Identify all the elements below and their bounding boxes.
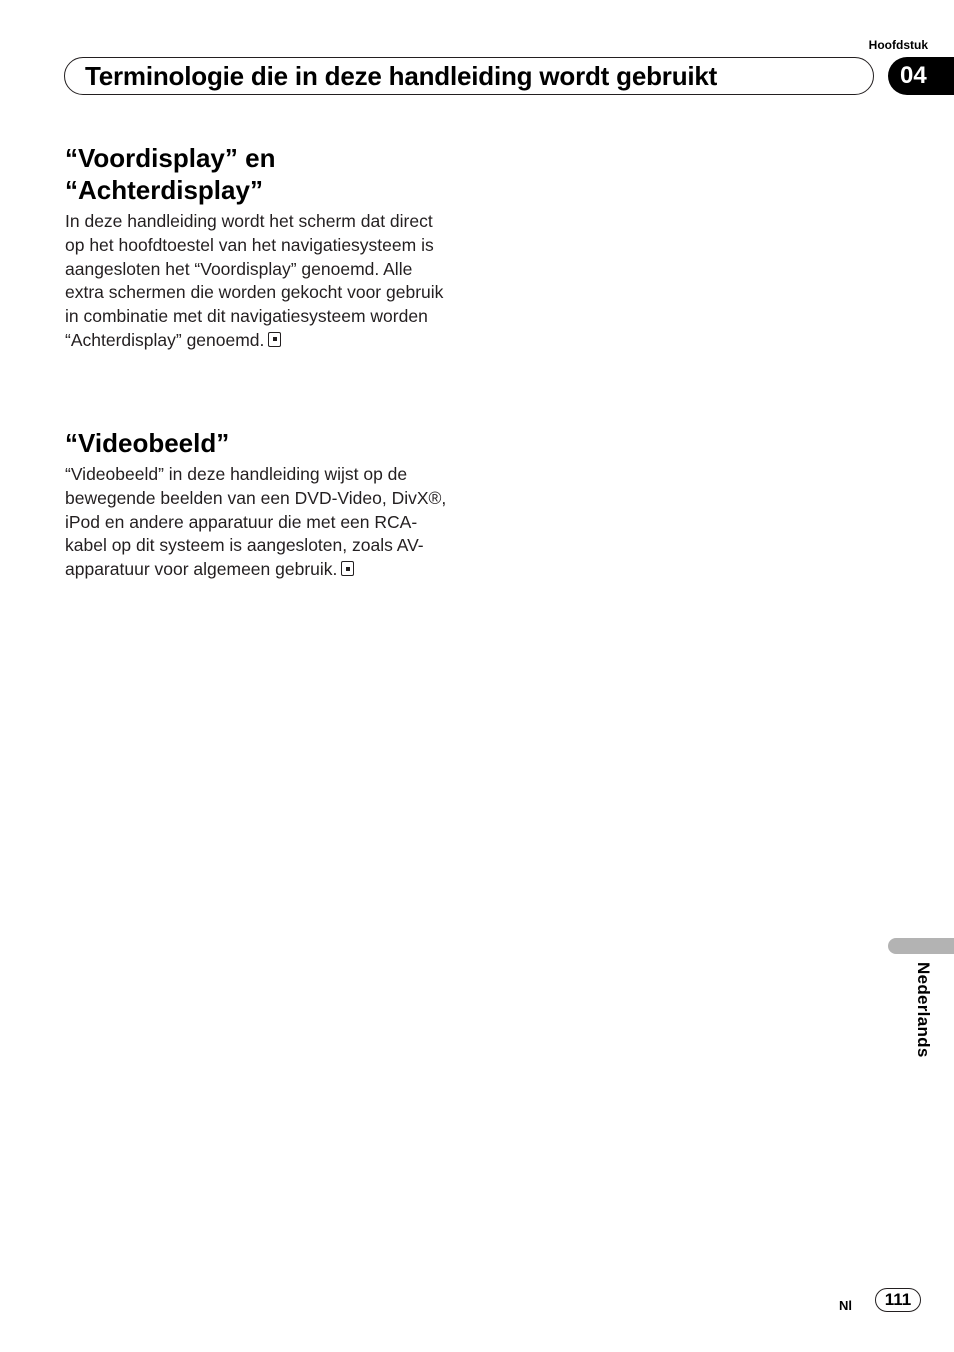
section-body: [65, 463, 450, 582]
section-heading-line1: “Videobeeld”: [65, 428, 230, 458]
section-heading-line2: “Achterdisplay”: [65, 175, 263, 205]
chapter-header: [64, 57, 874, 95]
page-number-badge: [875, 1288, 921, 1312]
chapter-number: 04: [900, 62, 927, 89]
section-voordisplay: [65, 142, 450, 353]
section-heading-line1: “Voordisplay” en: [65, 143, 276, 173]
chapter-label: Hoofdstuk: [868, 38, 928, 52]
section-heading: [65, 142, 450, 206]
end-of-section-icon: [341, 561, 354, 576]
page-number: 111: [884, 1290, 912, 1309]
section-body-text: In deze handleiding wordt het scherm dat direct op het hoofdtoestel van het navigatiesysteem is aangesloten het “Voordisplay” genoemd. Alle extra schermen die worden gekocht voor gebruik in combinatie met dit navigatiesysteem worden “Achterdisplay” genoemd.: [65, 211, 444, 350]
chapter-tab: [888, 57, 954, 95]
page-title: Terminologie die in deze handleiding wordt gebruikt: [85, 60, 718, 91]
section-heading: [65, 427, 450, 459]
language-label: Nederlands: [914, 962, 933, 1058]
end-of-section-icon: [268, 332, 281, 347]
section-videobeeld: [65, 427, 450, 582]
section-body-text: “Videobeeld” in deze handleiding wijst op de bewegende beelden van een DVD-Video, DivX®, iPod en andere apparatuur die met een RCA-kabel op dit systeem is aangesloten, zoals AV-apparatuur voor algemeen gebruik.: [65, 464, 447, 580]
language-tab: [888, 938, 954, 954]
section-body: [65, 210, 450, 353]
footer-language-code: Nl: [839, 1298, 852, 1313]
